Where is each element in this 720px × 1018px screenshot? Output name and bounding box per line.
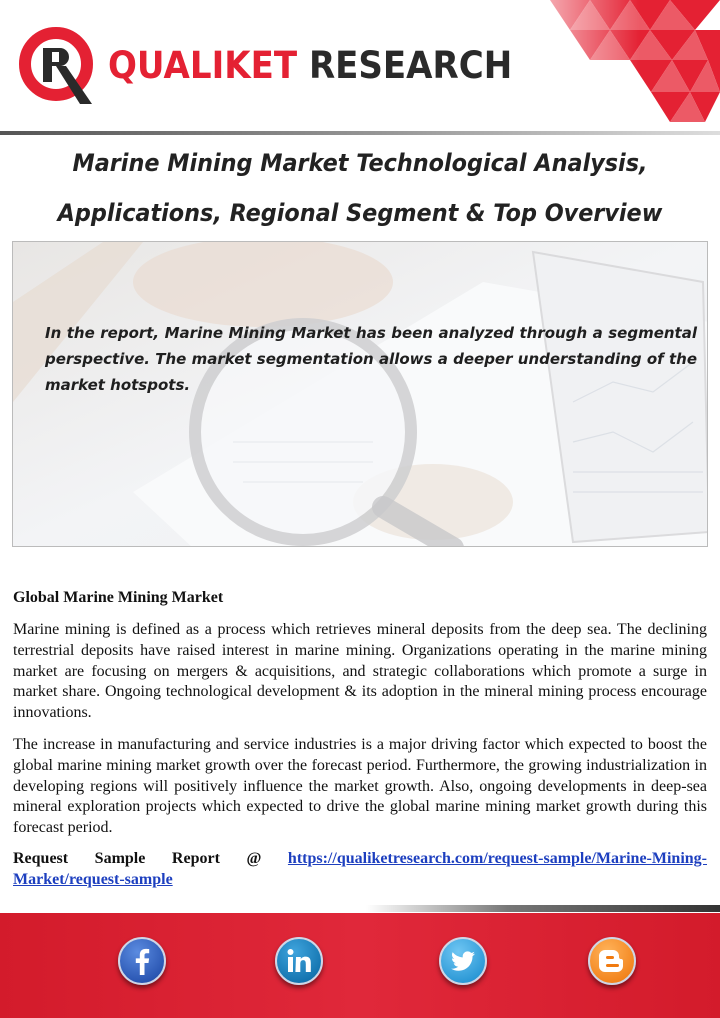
- twitter-icon[interactable]: [439, 937, 487, 985]
- page-title-line1: Marine Mining Market Technological Analysis,: [72, 149, 648, 177]
- paragraph-drivers: The increase in manufacturing and service industries is a major driving factor which expected to boost the global marine mining market growth over the forecast period. Furthermore, the growing industrialization in developing regions will positively influence the market growth. Also, ongoing developments in deep-sea mineral exploration projects which expected to drive the global marine mining market growth during this forecast period.: [13, 736, 707, 837]
- footer-divider: [366, 905, 720, 912]
- request-sample: [13, 849, 707, 891]
- request-sample-link[interactable]: https://qualiketresearch.com/request-sample/Marine-Mining-Market/request-sample: [13, 850, 707, 888]
- linkedin-icon[interactable]: [275, 937, 323, 985]
- brand-sub: RESEARCH: [308, 44, 513, 87]
- blogger-icon[interactable]: [588, 937, 636, 985]
- header: [0, 0, 720, 135]
- paragraph-definition: Marine mining is defined as a process which retrieves mineral deposits from the deep sea. The declining terrestrial deposits have raised interest in marine mining. Organizations operating in the marine mining market are focusing on mergers & acquisitions, and strategic collaborations which promote a surge in market share. Ongoing technological development & its adoption in the mineral mining process encourage innovations.: [13, 621, 707, 722]
- page-title-line2: Applications, Regional Segment & Top Overview: [57, 199, 663, 227]
- request-sample-label: Request Sample Report @: [13, 850, 288, 867]
- facebook-icon[interactable]: [118, 937, 166, 985]
- brand-name: [108, 44, 512, 87]
- section-title: Global Marine Mining Market: [13, 589, 224, 606]
- hero-summary: In the report, Marine Mining Market has been analyzed through a segmental perspective. The market segmentation allows a deeper understanding of the market hotspots.: [45, 324, 697, 394]
- header-divider: [0, 131, 720, 135]
- footer-bar: [0, 913, 720, 1018]
- brand-main: QUALIKET: [108, 44, 298, 87]
- qualiket-q-logo: [14, 22, 104, 112]
- hero-banner: [12, 241, 708, 547]
- header-decorative-pattern: [490, 0, 720, 135]
